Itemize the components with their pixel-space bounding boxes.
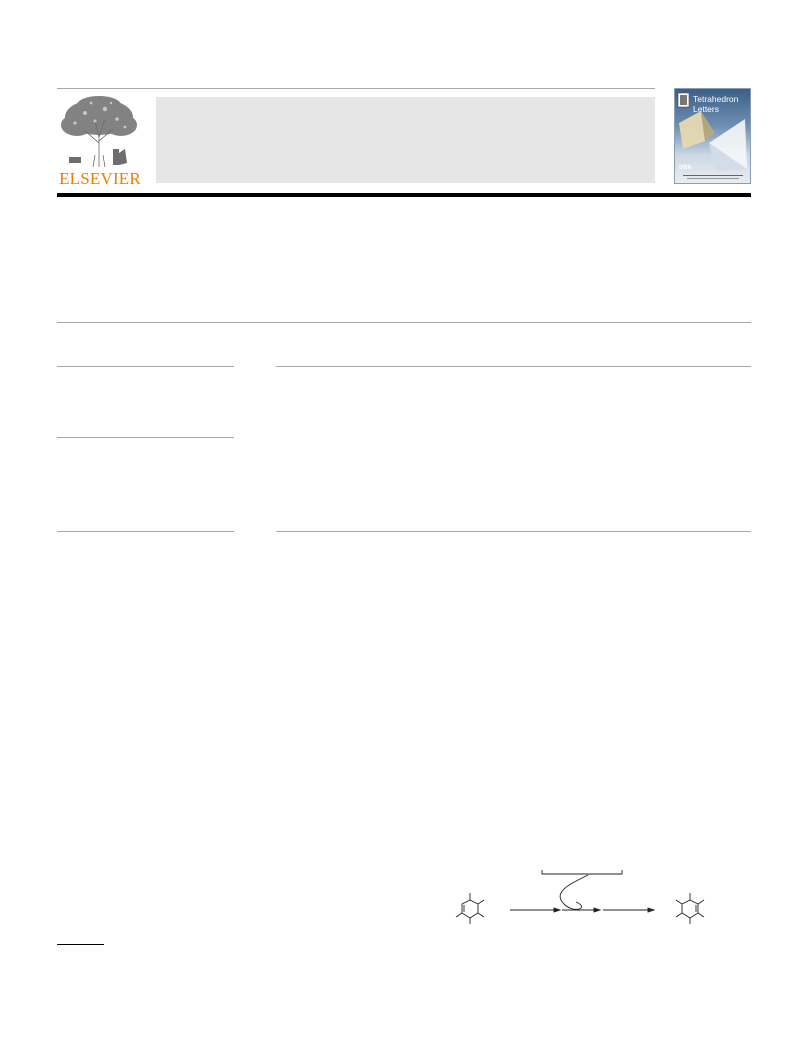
abstract-rule-top xyxy=(276,366,751,367)
header-heavy-rule xyxy=(57,193,751,197)
arrow-icon xyxy=(510,908,560,912)
aromatic-ring-icon xyxy=(676,893,704,924)
article-info-rule-middle xyxy=(57,437,234,438)
cover-title-line1: Tetrahedron xyxy=(693,94,739,104)
cover-title xyxy=(693,94,751,114)
header-top-rule xyxy=(57,88,655,89)
bracket-icon xyxy=(542,870,622,874)
abstract-rule-bottom xyxy=(276,531,751,532)
journal-cover xyxy=(674,88,751,184)
article-title-rule xyxy=(57,322,751,323)
cover-title-line2: Letters xyxy=(693,104,719,114)
article-info-rule-bottom xyxy=(57,531,234,532)
elsevier-tree-icon xyxy=(55,95,143,167)
article-info-rule-top xyxy=(57,366,234,367)
aromatic-ring-icon xyxy=(456,893,484,924)
journal-header-box xyxy=(156,97,655,183)
footnote-rule xyxy=(57,944,104,945)
publisher-name: ELSEVIER xyxy=(59,169,141,188)
cover-anniversary: 50th xyxy=(679,165,692,171)
arrow-icon xyxy=(562,908,654,912)
reaction-scheme xyxy=(440,862,740,934)
reaction-scheme-drawing xyxy=(440,862,740,934)
